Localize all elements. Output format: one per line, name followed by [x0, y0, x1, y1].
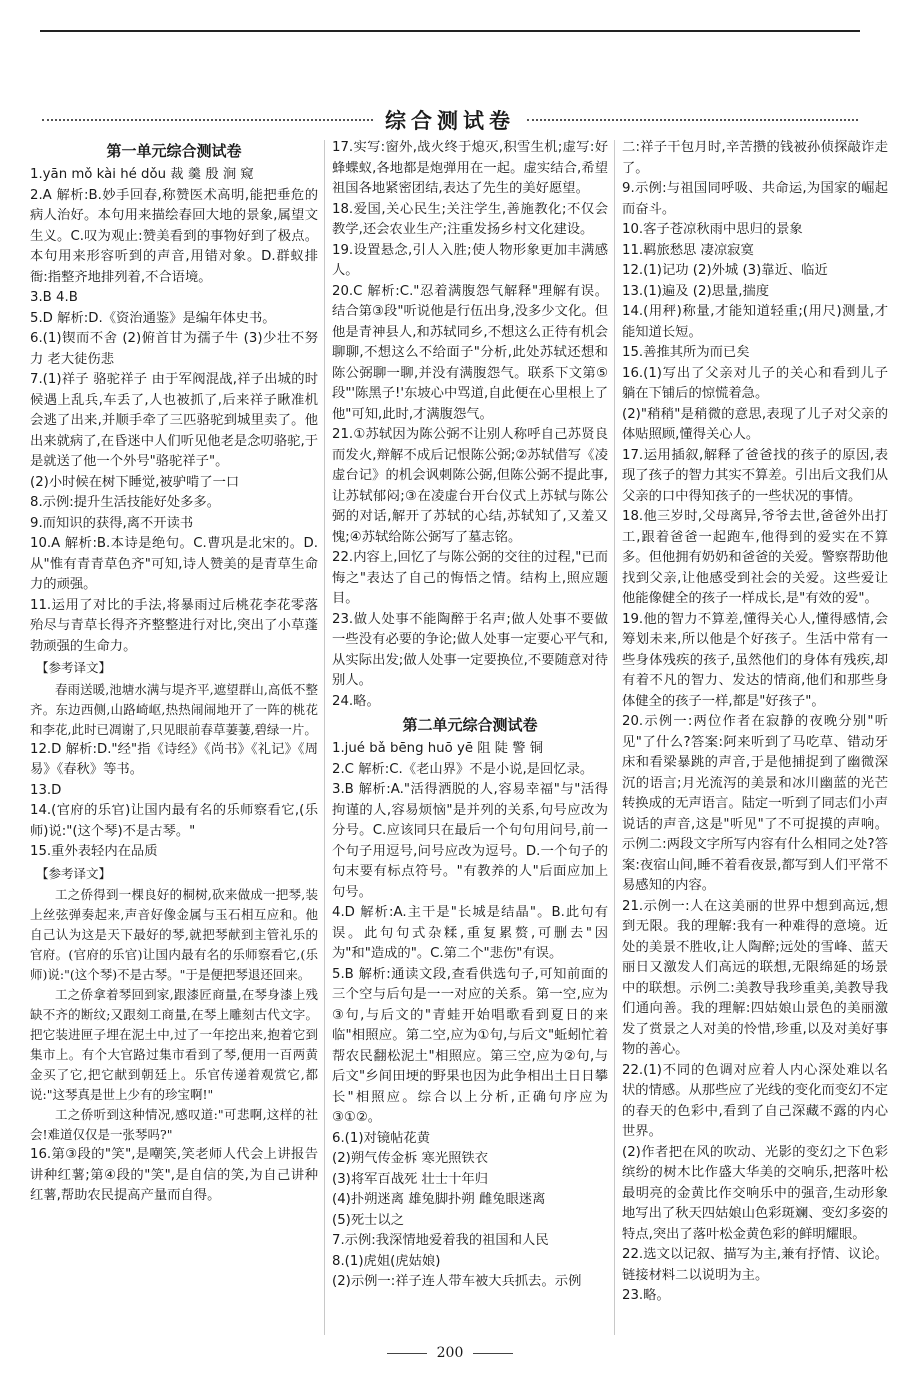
answer-item: 8.示例:提升生活技能好处多多。	[30, 495, 221, 510]
answer-list	[332, 739, 608, 1293]
answer-item: 13.(1)遍及 (2)思量,揣度	[622, 283, 770, 299]
answer-item: 17.实写:窗外,战火终于熄灭,积雪生机;虚写:好蜂蝶蚁,各地都是炮弹用在一起。虚实结合,希望祖国各地紧密团结,表达了先生的美好愿望。	[332, 140, 608, 196]
reference-translation-text: 春雨送暖,池塘水满与堤齐平,遮望群山,高低不整齐。东边西侧,山路崎岖,热热闹闹地开了一阵的桃花和李花,此时已凋谢了,只见眼前春草萋萋,碧绿一片。	[30, 681, 318, 737]
answer-item: 二:祥子干包月时,辛苦攒的钱被孙侦探敲诈走了。	[622, 140, 888, 176]
answer-item: 11.羁旅愁思 凄凉寂寞	[622, 242, 754, 258]
answer-item: 6.(1)锲而不舍 (2)俯首甘为孺子牛 (3)少壮不努力 老大徒伤悲	[30, 331, 318, 367]
answer-item: 22.选文以记叙、描写为主,兼有抒情、议论。链接材料二以说明为主。	[622, 1247, 888, 1283]
answer-item: (3)将军百战死 壮士十年归	[332, 1171, 489, 1187]
answer-column-2	[332, 138, 608, 1343]
answer-item: 18.他三岁时,父母离异,爷爷去世,爸爸外出打工,跟着爸爸一起跑车,他得到的爱实在不算多。但他拥有奶奶和爸爸的关爱。警察帮助他找到父亲,让他感受到社会的关爱。这些爱让他能像健全的孩子一样成长,是"有效的爱"。	[622, 509, 888, 606]
answer-item: 13.D	[30, 782, 62, 798]
section-title: 第一单元综合测试卷	[106, 142, 242, 160]
answer-item: 3.B 解析:A."活得洒脱的人,容易幸福"与"活得拘谨的人,容易烦恼"是并列的关系,句号应改为分号。C.应该同只在最后一个句句用问号,前一个句子用逗号,问号应改为逗号。D.一个句子的句末要有标点符号。"有教养的人"后面应加上句号。	[332, 782, 608, 900]
answer-list	[30, 1145, 318, 1207]
column-divider	[614, 140, 615, 1335]
answer-item: 8.(1)虎姐(虎姑娘)	[332, 1253, 441, 1269]
answer-item: (2)示例一:祥子连人带车被大兵抓去。示例	[332, 1274, 582, 1289]
answer-item: 1.jué bǎ bēng huō yē 阻 陡 警 铜	[332, 741, 544, 756]
answer-item: 12.D 解析:D."经"指《诗经》《尚书》《礼记》《周易》《春秋》等书。	[30, 741, 318, 777]
answer-item: 9.而知识的获得,离不开读书	[30, 515, 194, 531]
answer-item: (2)作者把在风的吹动、光影的变幻之下色彩缤纷的树木比作盛大华美的交响乐,把落叶松最明亮的金黄比作交响乐中的强音,生动形象地写出了秋天四姑娘山色彩斑斓、变幻多姿的特点,突出了落叶松金黄色彩的鲜明耀眼。	[622, 1144, 888, 1242]
answer-item: 24.略。	[332, 693, 380, 709]
answer-item: 4.D 解析:A.主干是"长城是结晶"。B.此句有误。此句句式杂糅,重复累赘,可删去"因为"和"造成的"。C.第二个"悲伤"有误。	[332, 905, 608, 961]
answer-item: 17.运用插叙,解释了爸爸找的孩子的原因,表现了孩子的智力其实不算差。引出后文我们从父亲的口中得知孩子的一些状况的事情。	[622, 447, 888, 504]
answer-item: 10.A 解析:B.本诗是绝句。C.曹巩是北宋的。D.从"惟有青青草色齐"可知,诗人赞美的是青草生命力的顽强。	[30, 536, 318, 592]
answer-item: 15.善推其所为而已矣	[622, 345, 750, 360]
answer-item: 1.yān mǒ kài hé dǒu 裁 羹 殷 涧 窥	[30, 167, 254, 182]
reference-paragraph: 工之侨得到一棵良好的桐树,砍来做成一把琴,装上丝弦弹奏起来,声音好像金属与玉石相互应和。他自己认为这是天下最好的琴,就把琴献到主管礼乐的官府。(官府的乐官)让国内最有名的乐师察看它,(乐师)说:"(这个琴)不是古琴。"于是便把琴退还回来。	[30, 887, 318, 982]
answer-list	[30, 165, 318, 657]
answer-item: 22.内容上,回忆了与陈公弼的交往的过程,"已而悔之"表达了自己的悔悟之情。结构上,照应题目。	[332, 550, 608, 606]
answer-item: 7.(1)祥子 骆驼祥子 由于军阀混战,祥子出城的时候遇上乱兵,车丢了,人也被抓了,后来祥子瞅准机会逃了出来,并顺手牵了三匹骆驼到城里卖了。他出来就病了,在昏迷中人们听见他老是念叨骆驼,于是就送了他一个外号"骆驼祥子"。	[30, 372, 318, 469]
section-title: 第二单元综合测试卷	[402, 716, 538, 734]
column-divider	[324, 140, 325, 1335]
reference-paragraph: 工之侨拿着琴回到家,跟漆匠商量,在琴身漆上残缺不齐的断纹;又跟刻工商量,在琴上雕刻古代文字。把它装进匣子埋在泥土中,过了一年挖出来,抱着它到集市上。有个大官路过集市看到了琴,便用一百两黄金买了它,把它献到朝廷上。乐官传递着观赏它,都说:"这琴真是世上少有的珍宝啊!"	[30, 987, 318, 1102]
header-dotted-rule-left	[42, 119, 373, 121]
page-title: 综合测试卷	[385, 108, 515, 133]
answer-item: 19.设置悬念,引人入胜;使人物形象更加丰满感人。	[332, 242, 608, 278]
answer-item: 22.(1)不同的色调对应着人内心深处难以名状的情感。从那些应了光线的变化而变幻不定的春天的色彩中,看到了自己深藏不露的内心世界。	[622, 1062, 888, 1139]
answer-item: 5.B 解析:通读文段,查看供选句子,可知前面的三个空与后句是一一对应的关系。第一空,应为③句,与后文的"青蛙开始唱歌看到夏日的来临"相照应。第二空,应为①句,与后文"蚯蚓忙着帮农民翻松泥土"相照应。第三空,应为②句,与后文"乡间田埂的野果也因为此争相出土日日攀长"相照应。综合以上分析,正确句序应为③①②。	[332, 966, 608, 1125]
answer-item: 23.略。	[622, 1288, 670, 1303]
answer-list	[332, 138, 608, 712]
answer-item: 3.B 4.B	[30, 290, 78, 305]
answer-item: 15.重外表轻内在品质	[30, 844, 158, 859]
answer-item: 21.示例一:人在这美丽的世界中想到高远,想到无限。我的理解:我有一种难得的意境。近处的美景不胜收,让人陶醉;远处的雪峰、蓝天丽日又激发人们高远的联想,无限绵延的场景中的联想。示例二:美教导我珍重美,美教导我们通向善。我的理解:四姑娘山景色的美丽激发了赏景之人对美的怜惜,珍重,以及对美好事物的善心。	[622, 898, 888, 1057]
answer-item: 23.做人处事不能陶醉于名声;做人处事不要做一些没有必要的争论;做人处事一定要心平气和,从实际出发;做人处事一定要换位,不要随意对待别人。	[332, 611, 608, 688]
answer-item: 16.第③段的"笑",是嘲笑,笑老师人代会上讲报告讲种红薯;第④段的"笑",是自信的笑,为自己讲种红薯,帮助农民提高产量而自得。	[30, 1147, 318, 1203]
answer-item: 7.示例:我深情地爱着我的祖国和人民	[332, 1233, 549, 1248]
answer-item: 20.示例一:两位作者在寂静的夜晚分别"听见"了什么?答案:阿来听到了马吃草、错动牙床和看梁暴跳的声音,于是他捕捉到了幽微深沉的语言;月光流泻的美景和冰川幽蓝的光芒转换成的无声语言。陆定一听到了同志们小声说话的声音,这是"听见"了不可捉摸的声响。示例二:两段文字所写内容有什么相同之处?答案:夜宿山间,睡不着看夜景,都写到人们平常不易感知的内容。	[622, 714, 888, 893]
answer-item: (4)扑朔迷离 雄兔脚扑朔 雌兔眼迷离	[332, 1192, 546, 1207]
answer-column-1	[30, 138, 318, 1343]
answer-column-3	[622, 138, 888, 1343]
answer-item: 19.他的智力不算差,懂得关心人,懂得感情,会筹划未来,所以他是个好孩子。生活中常有一些身体残疾的孩子,虽然他们的身体有残疾,却有着不凡的智力、发达的情商,他们和那些身体健全的孩子一样,都是"好孩子"。	[622, 611, 888, 709]
reference-translation-label: 【参考译文】	[36, 865, 112, 881]
answer-item: 20.C 解析:C."忍着满腹怨气解释"理解有误。结合第③段"听说他是行伍出身,没多少文化。但他是青神县人,和苏轼同乡,不想这么正待有机会聊聊,不想这么不给面子"分析,此处苏轼还想和陈公弼聊一聊,并没有满腹怨气。联系下文第⑤段"'陈黑子!'东坡心中骂道,自此便在心里根上了他"可知,此时,才满腹怨气。	[332, 283, 608, 422]
reference-translation-label: 【参考译文】	[36, 660, 112, 675]
answer-item: 16.(1)写出了父亲对儿子的关心和看到儿子躺在下铺后的惊慌着急。	[622, 365, 888, 401]
answer-item: 2.A 解析:B.妙手回春,称赞医术高明,能把垂危的病人治好。本句用来描绘春回大地的景象,属望文生义。C.叹为观止:赞美看到的事物好到了极点。本句用来形容听到的声音,用错对象。D.群蚁排衙:指整齐地排列着,不合语境。	[30, 187, 318, 285]
answer-item: (2)朔气传金柝 寒光照铁衣	[332, 1151, 489, 1166]
answer-item: 12.(1)记功 (2)外城 (3)靠近、临近	[622, 263, 828, 278]
answer-list	[30, 740, 318, 863]
reference-paragraph: 工之侨听到这种情况,感叹道:"可悲啊,这样的社会!难道仅仅是一张琴吗?"	[30, 1107, 318, 1142]
answer-item: 11.运用了对比的手法,将暴雨过后桃花李花零落殆尽与青草长得齐齐整整进行对比,突出了小草蓬勃顽强的生命力。	[30, 597, 318, 654]
page-number-text: 200	[436, 1345, 464, 1361]
answer-item: 18.爱国,关心民生;关注学生,善施教化;不仅会教学,还会农业生产;注重发扬乡村文化建设。	[332, 201, 608, 237]
reference-translation-text	[30, 885, 318, 1145]
page-header	[42, 108, 858, 132]
answer-item: (5)死士以之	[332, 1212, 405, 1228]
answer-list	[622, 138, 888, 1307]
header-dotted-rule-right	[527, 119, 858, 121]
answer-item: 21.①苏轼因为陈公弼不让别人称呼自己苏贤良而发火,辩解不成后记恨陈公弼;②苏轼借写《凌虚台记》的机会讽刺陈公弼,但陈公弼不提此事,让苏轼郁闷;③在凌虚台开台仪式上苏轼与陈公弼的对话,解开了苏轼的心结,苏轼知了,又羞又愧;④苏轼给陈公弼写了墓志铭。	[332, 427, 608, 545]
answer-item: (2)小时候在树下睡觉,被驴啃了一口	[30, 474, 240, 490]
answer-item: 5.D 解析:D.《资治通鉴》是编年体史书。	[30, 310, 276, 326]
answer-item: 14.(用秤)称量,才能知道轻重;(用尺)测量,才能知道长短。	[622, 304, 888, 340]
answer-item: 9.示例:与祖国同呼吸、共命运,为国家的崛起而奋斗。	[622, 181, 888, 217]
answer-item: 6.(1)对镜帖花黄	[332, 1130, 431, 1146]
answer-item: 14.(官府的乐官)让国内最有名的乐师察看它,(乐师)说:"(这个琴)不是古琴。"	[30, 803, 318, 839]
answer-item: 10.客子苍凉秋雨中思归的景象	[622, 222, 803, 237]
page-number	[0, 1345, 900, 1361]
top-rule	[40, 30, 860, 32]
answer-item: (2)"稍稍"是稍微的意思,表现了儿子对父亲的体贴照顾,懂得关心人。	[622, 406, 888, 442]
answer-item: 2.C 解析:C.《老山界》不是小说,是回忆录。	[332, 761, 594, 777]
